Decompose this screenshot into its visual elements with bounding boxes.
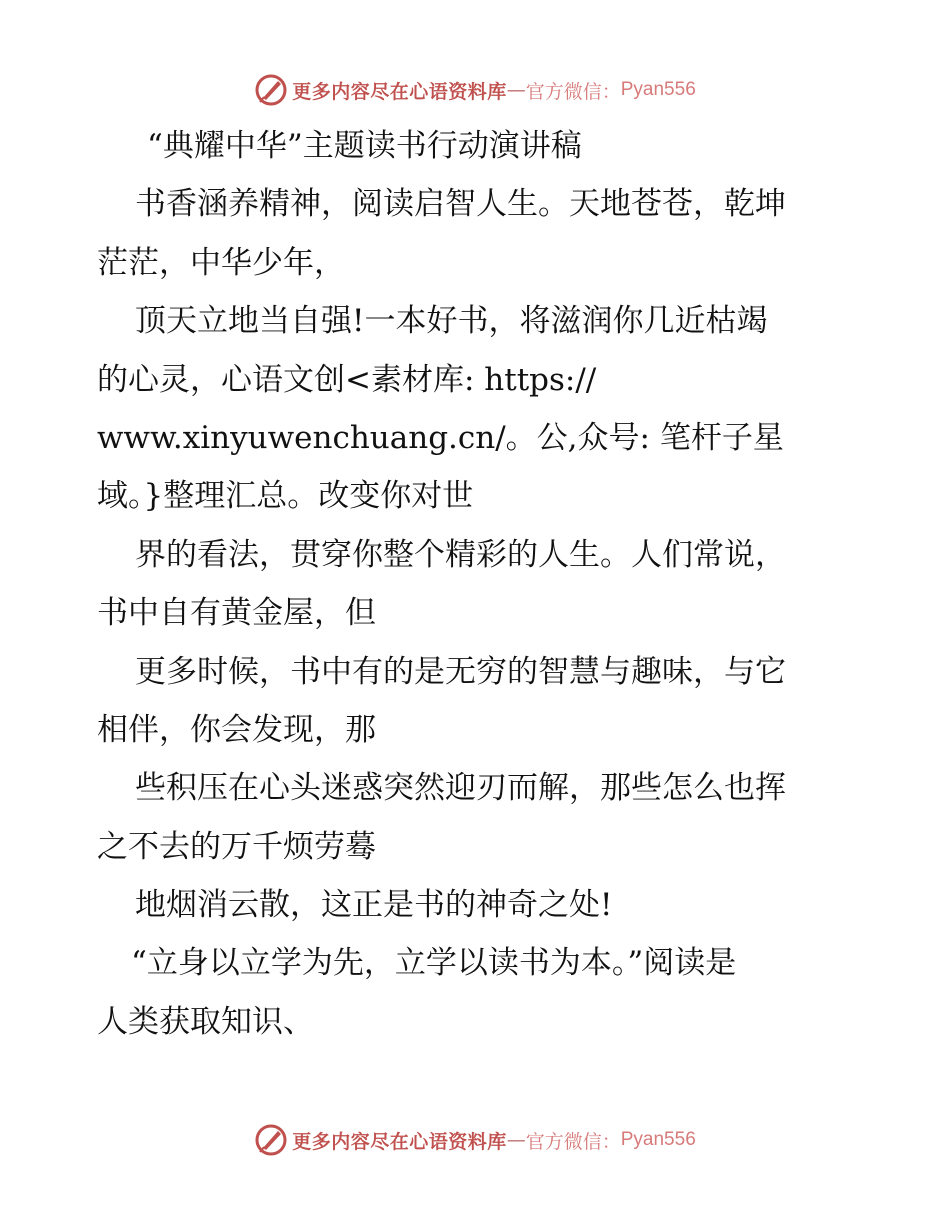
- banner-wechat-label: 官方微信：: [525, 1130, 621, 1153]
- quill-logo-icon: [254, 73, 288, 107]
- banner-dash: —: [506, 1129, 526, 1151]
- paragraph-line: 地烟消云散，这正是书的神奇之处!: [135, 887, 613, 924]
- banner-wechat-label: 官方微信：: [525, 80, 621, 103]
- document-title: “典耀中华”主题读书行动演讲稿: [147, 128, 582, 164]
- paragraph-line: 些积压在心头迷惑突然迎刃而解，那些怎么也挥: [135, 770, 786, 807]
- paragraph-line: 茫茫，中华少年，: [97, 244, 345, 281]
- paragraph-line: www.xinyuwenchuang.cn/。公,众号: 笔杆子星: [97, 419, 784, 456]
- paragraph-line: 界的看法，贯穿你整个精彩的人生。人们常说，: [135, 536, 786, 573]
- paragraph-line: 书中自有黄金屋，但: [97, 595, 376, 632]
- paragraph-line: 之不去的万千烦劳蓦: [97, 828, 376, 865]
- header-banner: [0, 70, 950, 110]
- banner-text: 更多内容尽在心语资料库: [292, 80, 507, 103]
- footer-banner: [0, 1120, 950, 1160]
- banner-wechat-id: Pyan556: [620, 79, 696, 100]
- paragraph-line: 更多时候，书中有的是无穷的智慧与趣味，与它: [135, 653, 786, 690]
- paragraph-line: 相伴，你会发现，那: [97, 711, 376, 748]
- quill-logo-icon: [254, 1123, 288, 1157]
- banner-text: 更多内容尽在心语资料库: [292, 1130, 507, 1153]
- banner-dash: —: [506, 79, 526, 101]
- document-body: [97, 117, 857, 1051]
- paragraph-line: 书香涵养精神，阅读启智人生。天地苍苍，乾坤: [135, 186, 786, 223]
- paragraph-line: 顶天立地当自强!一本好书，将滋润你几近枯竭: [135, 303, 768, 340]
- paragraph-line: “立身以立学为先，立学以读书为本。”阅读是: [131, 945, 737, 982]
- paragraph-line: 人类获取知识、: [97, 1003, 314, 1040]
- paragraph-line: 域。}整理汇总。改变你对世: [97, 478, 474, 515]
- paragraph-line: 的心灵，心语文创<素材库: https://: [97, 361, 597, 398]
- banner-wechat-id: Pyan556: [620, 1129, 696, 1150]
